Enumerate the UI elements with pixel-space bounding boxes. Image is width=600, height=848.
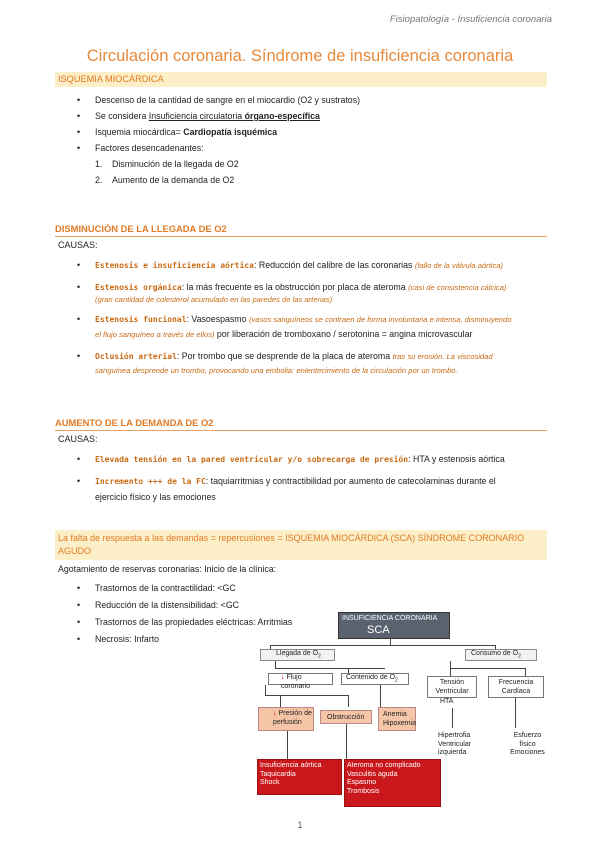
llegada-item-4: Oclusión arterial: Por trombo que se desprende de la placa de ateroma tras su erosión. La viscosidad — [95, 351, 493, 361]
bullet-dot: • — [77, 600, 81, 610]
bullet-dot: • — [77, 583, 81, 593]
consumo-box: Consumo de $O_2$ — [465, 649, 537, 661]
isquemia-bullet-2: Se considera Insuficiencia circulatoria órgano-específica — [95, 111, 320, 121]
llegada-item-2: Estenosis orgánica: la más frecuente es la obstrucción por placa de ateroma (casi de consistencia cálcica) — [95, 282, 507, 292]
section-demanda-heading: AUMENTO DE LA DEMANDA DE O2 — [55, 417, 214, 428]
page-number: 1 — [297, 820, 303, 830]
causes-red-box-1: Insuficiencia aórtica Taquicardia Shock — [257, 759, 342, 795]
running-header: Fisiopatología - Insuficiencia coronaria — [389, 14, 552, 25]
llegada-item-3-cont: el flujo sanguíneo a través de ellos) por liberación de tromboxano / serotonina = angina microvascular — [95, 329, 473, 339]
bullet-dot: • — [77, 351, 81, 361]
obstruccion-box: Obstrucción — [320, 710, 372, 724]
bullet-dot: • — [77, 127, 81, 137]
isquemia-bullet-1: Descenso de la cantidad de sangre en el miocardio (O2 y sustratos) — [95, 95, 361, 105]
presion-box: ↓ Presión de perfusión — [258, 707, 314, 731]
sca-banner: La falta de respuesta a las demandas = repercusiones = ISQUEMIA MIOCÁRDICA (SCA) SÍNDROME CORONARIO AGUDO — [55, 530, 547, 560]
contenido-box: Contenido de $O_2$ — [341, 673, 409, 685]
esfuerzo-box: Esfuerzo físico Emociones — [510, 732, 545, 756]
diagram-top-box: INSUFICIENCIA CORONARIA SCA — [338, 612, 450, 639]
section-isquemia-heading: ISQUEMIA MIOCÁRDICA — [55, 72, 547, 87]
anemia-box: Anemia Hipoxemia — [378, 707, 416, 731]
bullet-dot: • — [77, 454, 81, 464]
bullet-dot: • — [77, 95, 81, 105]
factor-1: Disminución de la llegada de O2 — [112, 159, 239, 169]
flujo-box: ↓ Flujo coronario — [268, 673, 333, 685]
tension-box: Tensión Ventricular — [427, 676, 477, 698]
llegada-item-2-note: (gran cantidad de colesterol acumulado en las paredes de las arterias) — [95, 295, 333, 304]
bullet-dot: • — [77, 634, 81, 644]
list-number: 2. — [95, 175, 103, 185]
bullet-dot: • — [77, 282, 81, 292]
llegada-box: Llegada de $O_2$ — [260, 649, 335, 661]
list-number: 1. — [95, 159, 103, 169]
demanda-item-2-cont: ejercicio físico y las emociones — [95, 492, 216, 502]
falta-bullet-4: Necrosis: Infarto — [95, 634, 160, 644]
llegada-item-1: Estenosis e insuficiencia aórtica: Reducción del calibre de las coronarias (fallo de la válvula aórtica) — [95, 260, 504, 270]
demanda-item-2: Incremento +++ de la FC: taquiarritmias y contractibilidad por aumento de catecolaminas durante el — [95, 476, 496, 486]
falta-bullet-1: Trastornos de la contractilidad: <GC — [95, 583, 236, 593]
section-rule — [55, 236, 547, 237]
page-title: Circulación coronaria. Síndrome de insuficiencia coronaria — [86, 47, 514, 65]
demanda-item-1: Elevada tensión en la pared ventricular y/o sobrecarga de presión: HTA y estenosis aórtica — [95, 454, 505, 464]
bullet-dot: • — [77, 314, 81, 324]
isquemia-bullet-3: Isquemia miocárdica= Cardiopatía isquémica — [95, 127, 278, 137]
causes-red-box-2: Ateroma no complicado Vasculitis aguda Espasmo Trombosis — [344, 759, 441, 807]
bullet-dot: • — [77, 476, 81, 486]
falta-bullet-3: Trastornos de las propiedades eléctricas: Arritmias — [95, 617, 293, 627]
bullet-dot: • — [77, 143, 81, 153]
falta-bullet-2: Reducción de la distensibilidad: <GC — [95, 600, 240, 610]
hta-label: HTA — [440, 698, 454, 705]
hipertrofia-box: Hipertrofia Ventricular izquierda — [438, 732, 472, 756]
isquemia-bullet-4: Factores desencadenantes: — [95, 143, 204, 153]
factor-2: Aumento de la demanda de O2 — [112, 175, 235, 185]
frecuencia-box: Frecuencia Cardíaca — [488, 676, 544, 698]
bullet-dot: • — [77, 111, 81, 121]
sca-diagram — [240, 605, 555, 815]
bullet-dot: • — [77, 617, 81, 627]
agotamiento-text: Agotamiento de reservas coronarias: Inicio de la clínica: — [58, 564, 277, 574]
llegada-item-4-note: sanguínea desprende un trombo, provocando una embolia: enlentecimiento de la circulación por un trombo. — [95, 366, 458, 375]
causas-label: CAUSAS: — [58, 240, 98, 250]
causas-label: CAUSAS: — [58, 434, 98, 444]
section-rule — [55, 430, 547, 431]
bullet-dot: • — [77, 260, 81, 270]
llegada-item-3: Estenosis funcional: Vasoespasmo (vasos sanguíneos se contraen de forma involuntaria e intensa, disminuyendo — [95, 314, 512, 324]
section-llegada-heading: DISMINUCIÓN DE LA LLEGADA DE O2 — [55, 223, 227, 234]
